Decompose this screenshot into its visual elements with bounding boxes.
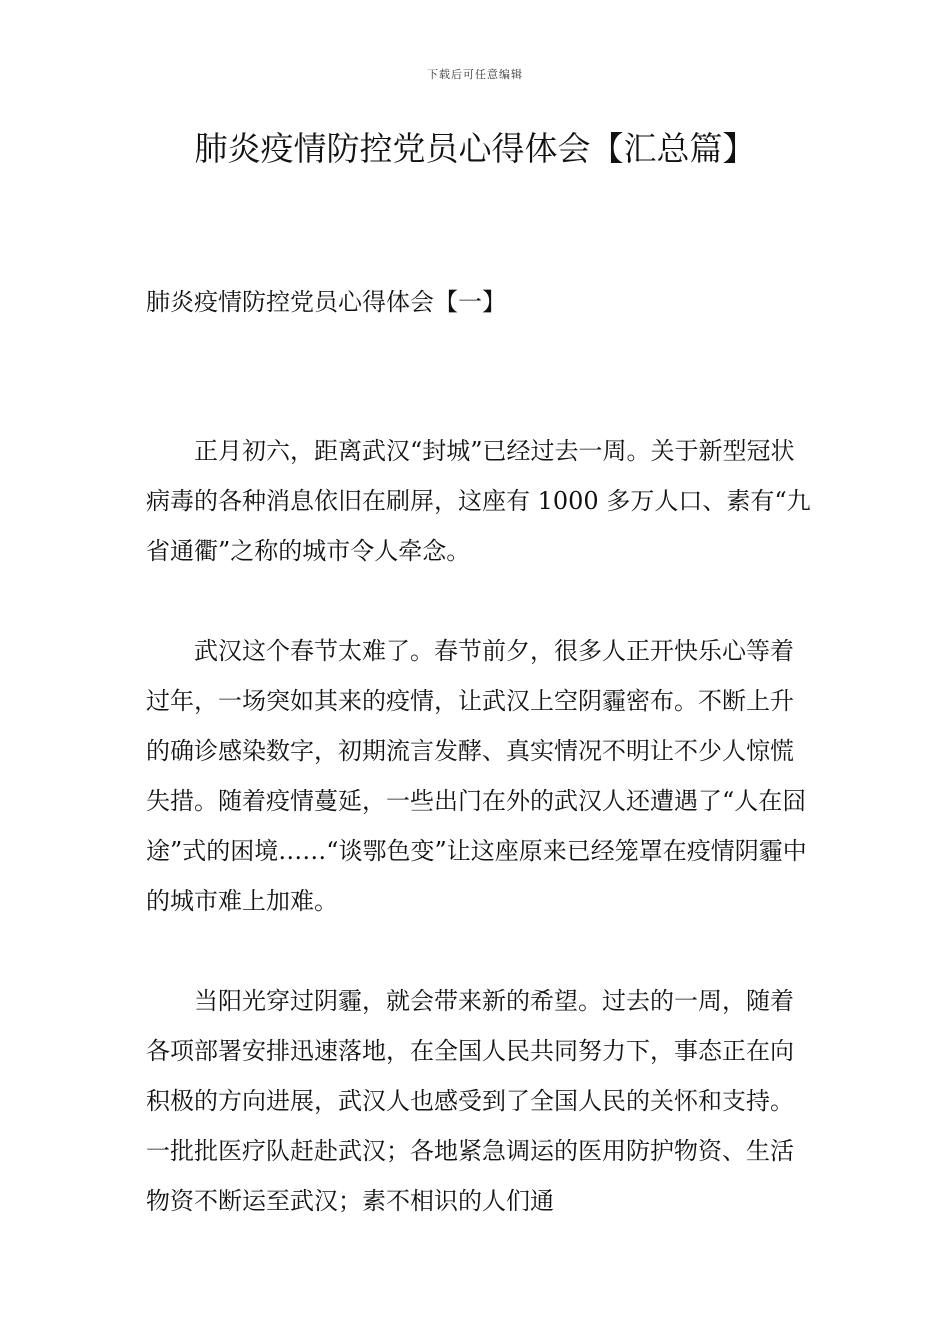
- section-title: 肺炎疫情防控党员心得体会【一】: [146, 288, 506, 316]
- document-title: 肺炎疫情防控党员心得体会【汇总篇】: [194, 129, 756, 168]
- document-body: [146, 426, 816, 1276]
- header-note: 下载后可任意编辑: [427, 68, 523, 81]
- paragraph: 当阳光穿过阴霾，就会带来新的希望。过去的一周，随着各项部署安排迅速落地，在全国人民共同努力下，事态正在向积极的方向进展，武汉人也感受到了全国人民的关怀和支持。一批批医疗队赶赴武汉；各地紧急调运的医用防护物资、生活物资不断运至武汉；素不相识的人们通: [146, 987, 794, 1215]
- paragraph: 武汉这个春节太难了。春节前夕，很多人正开快乐心等着过年，一场突如其来的疫情，让武汉上空阴霾密布。不断上升的确诊感染数字，初期流言发酵、真实情况不明让不少人惊慌失措。随着疫情蔓延，一些出门在外的武汉人还遭遇了“人在囧途”式的困境……“谈鄂色变”让这座原来已经笼罩在疫情阴霾中的城市难上加难。: [146, 637, 807, 915]
- paragraph: 正月初六，距离武汉“封城”已经过去一周。关于新型冠状病毒的各种消息依旧在刷屏，这座有 1000 多万人口、素有“九省通衢”之称的城市令人牵念。: [146, 437, 811, 565]
